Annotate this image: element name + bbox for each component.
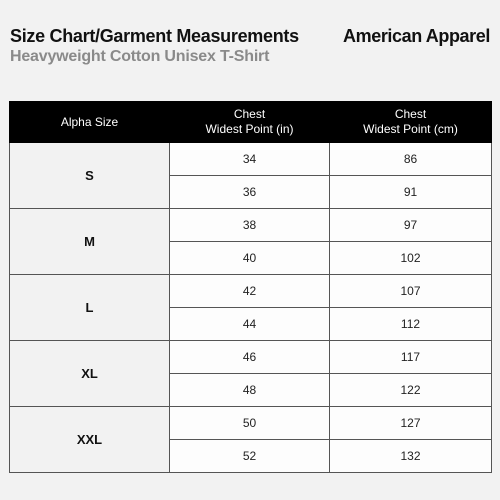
table-header bbox=[10, 102, 492, 143]
table-row bbox=[10, 407, 492, 440]
chest-cm-cell: 97 bbox=[330, 209, 492, 242]
header-row bbox=[10, 102, 492, 143]
table-row bbox=[10, 275, 492, 308]
column-header-line: Widest Point (cm) bbox=[363, 122, 458, 136]
table-row bbox=[10, 143, 492, 176]
table-row bbox=[10, 209, 492, 242]
chest-in-cell: 42 bbox=[170, 275, 330, 308]
chest-cm-cell: 122 bbox=[330, 374, 492, 407]
chest-in-cell: 38 bbox=[170, 209, 330, 242]
chest-in-cell: 40 bbox=[170, 242, 330, 275]
chest-cm-cell: 91 bbox=[330, 176, 492, 209]
chest-in-cell: 48 bbox=[170, 374, 330, 407]
table-row bbox=[10, 341, 492, 374]
page-title: Size Chart/Garment Measurements bbox=[10, 26, 299, 46]
chest-cm-cell: 112 bbox=[330, 308, 492, 341]
alpha-size-cell: XXL bbox=[10, 407, 170, 473]
chest-in-cell: 44 bbox=[170, 308, 330, 341]
chest-cm-cell: 127 bbox=[330, 407, 492, 440]
chest-cm-cell: 107 bbox=[330, 275, 492, 308]
chest-in-cell: 52 bbox=[170, 440, 330, 473]
size-chart-table bbox=[9, 101, 492, 473]
column-header-line: Chest bbox=[394, 107, 427, 121]
column-header-line: Alpha Size bbox=[60, 114, 119, 129]
alpha-size-cell: M bbox=[10, 209, 170, 275]
alpha-size-cell: S bbox=[10, 143, 170, 209]
alpha-size-cell: XL bbox=[10, 341, 170, 407]
chest-in-cell: 36 bbox=[170, 176, 330, 209]
chest-in-cell: 46 bbox=[170, 341, 330, 374]
table-body bbox=[10, 143, 492, 473]
column-header-alpha-size bbox=[10, 102, 170, 143]
chest-cm-cell: 102 bbox=[330, 242, 492, 275]
chest-cm-cell: 117 bbox=[330, 341, 492, 374]
chest-cm-cell: 132 bbox=[330, 440, 492, 473]
chest-cm-cell: 86 bbox=[330, 143, 492, 176]
page-subtitle: Heavyweight Cotton Unisex T-Shirt bbox=[10, 48, 270, 65]
column-header-chest-in bbox=[170, 102, 330, 143]
column-header-chest-cm bbox=[330, 102, 492, 143]
column-header-line: Chest bbox=[233, 107, 266, 121]
chest-in-cell: 50 bbox=[170, 407, 330, 440]
alpha-size-cell: L bbox=[10, 275, 170, 341]
column-header-line: Widest Point (in) bbox=[205, 122, 294, 136]
chest-in-cell: 34 bbox=[170, 143, 330, 176]
brand-logo: American Apparel bbox=[343, 26, 490, 46]
